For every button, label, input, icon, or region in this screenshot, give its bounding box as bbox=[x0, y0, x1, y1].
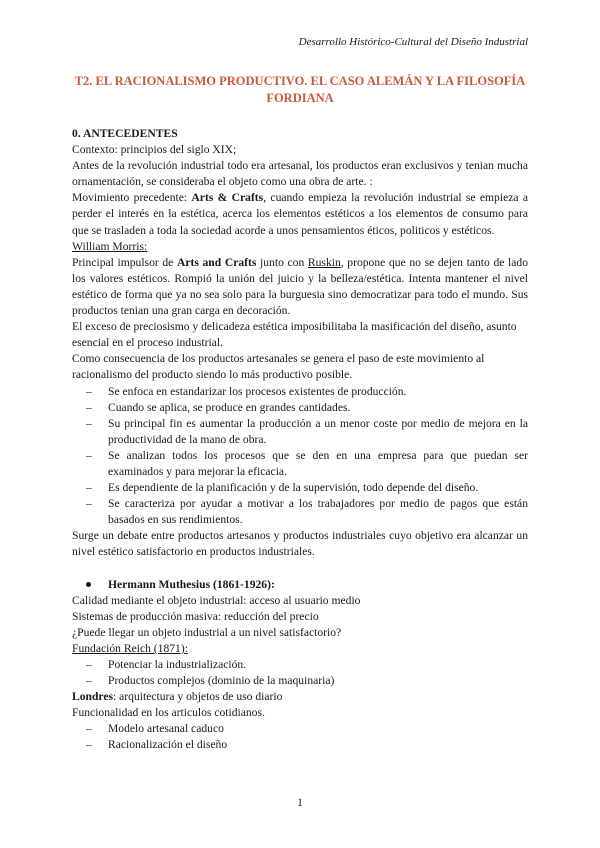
muthesius-heading bbox=[72, 577, 528, 593]
exceso-paragraph: El exceso de preciosismo y delicadeza estética imposibilitaba la masificación del diseño, asunto esencial en el proceso industrial. bbox=[72, 320, 517, 350]
list-item: – Modelo artesanal caduco bbox=[72, 721, 528, 737]
muthesius-line: Calidad mediante el objeto industrial: acceso al usuario medio bbox=[72, 593, 361, 607]
muthesius-line: ¿Puede llegar un objeto industrial a un nivel satisfactorio? bbox=[72, 625, 342, 639]
list-item: – Racionalización el diseño bbox=[72, 737, 528, 753]
morris-heading: William Morris: bbox=[72, 239, 148, 253]
consecuencia-paragraph: Como consecuencia de los productos artesanales se genera el paso de este movimiento al racionalismo del producto siendo lo más productivo posible. bbox=[72, 352, 485, 382]
arts-crafts-term: Arts & Crafts bbox=[191, 191, 264, 205]
antes-paragraph: Antes de la revolución industrial todo era artesanal, los productos eran exclusivos y tenian mucha ornamentación, se consideraba el objeto como una obra de arte. : bbox=[72, 159, 528, 189]
londres-term: Londres bbox=[72, 690, 114, 704]
bullet-dot-icon bbox=[86, 582, 91, 587]
list-item: – Se enfoca en estandarizar los procesos existentes de producción. bbox=[72, 384, 528, 400]
morris-text-2: junto con bbox=[256, 255, 308, 269]
blank-line bbox=[72, 561, 528, 577]
list-item: – Productos complejos (dominio de la maquinaria) bbox=[72, 673, 528, 689]
reich-heading: Fundación Reich (1871): bbox=[72, 641, 188, 655]
list-item: – Es dependiente de la planificación y de la supervisión, todo depende del diseño. bbox=[72, 480, 528, 496]
list-item: – Potenciar la industrialización. bbox=[72, 657, 528, 673]
document-title: T2. EL RACIONALISMO PRODUCTIVO. EL CASO ALEMÁN Y LA FILOSOFÍA FORDIANA bbox=[74, 74, 526, 105]
reich-list bbox=[72, 657, 528, 689]
list-item: – Se analizan todos los procesos que se den en una empresa para que puedan ser examinados y para mejorar la eficacia. bbox=[72, 448, 528, 480]
londres-line bbox=[72, 689, 528, 705]
movimiento-prefix: Movimiento precedente: bbox=[72, 191, 192, 205]
section-heading-antecedentes: 0. ANTECEDENTES bbox=[72, 127, 178, 140]
morris-text-3: , propone que no se dejen tanto de lado los valores estéticos. Rompió la unión del juicio y la belleza/estética. Intenta mantener el nivel estético de forma que ya no sea solo para la burguesia sino democratizar para todo el mundo. Sus productos tenian una gran carga en decoración. bbox=[72, 255, 528, 318]
morris-text-1: Principal impulsor de bbox=[72, 255, 177, 269]
list-item: – Cuando se aplica, se produce en grandes cantidades. bbox=[72, 400, 528, 416]
funcionalidad-list bbox=[72, 721, 528, 753]
movimiento-paragraph bbox=[72, 190, 528, 238]
morris-paragraph bbox=[72, 255, 528, 319]
funcionalidad-line: Funcionalidad en los articulos cotidianos. bbox=[72, 706, 265, 720]
muthesius-line: Sistemas de producción masiva: reducción del precio bbox=[72, 609, 319, 623]
list-item: – Su principal fin es aumentar la producción a un menor coste por medio de mejora en la productividad de la mano de obra. bbox=[72, 416, 528, 448]
muthesius-heading-text: Hermann Muthesius (1861-1926): bbox=[108, 577, 275, 591]
movimiento-text: , cuando empieza la revolución industrial se empieza a perder el interés en la estética, acerca los elementos estéticos a los elementos de consumo para que se trasladen a toda la sociedad acorde a unos pensamientos éticos, politicos y estéticos. bbox=[72, 191, 528, 237]
arts-and-crafts-term: Arts and Crafts bbox=[176, 255, 257, 269]
running-header: Desarrollo Histórico-Cultural del Diseño Industrial bbox=[298, 36, 528, 48]
londres-text: : arquitectura y objetos de uso diario bbox=[113, 690, 283, 704]
ruskin-name: Ruskin bbox=[307, 255, 341, 269]
list-item: – Se caracteriza por ayudar a motivar a los trabajadores por medio de pagos que están basados en sus rendimientos. bbox=[72, 496, 528, 528]
document-body bbox=[72, 126, 528, 754]
contexto-paragraph: Contexto: principios del siglo XIX; bbox=[72, 143, 237, 157]
racionalismo-list bbox=[72, 384, 528, 529]
page-number: 1 bbox=[297, 797, 303, 809]
debate-paragraph: Surge un debate entre productos artesanos y productos industriales cuyo objetivo era alcanzar un nivel estético satisfactorio en productos industriales. bbox=[72, 529, 528, 559]
